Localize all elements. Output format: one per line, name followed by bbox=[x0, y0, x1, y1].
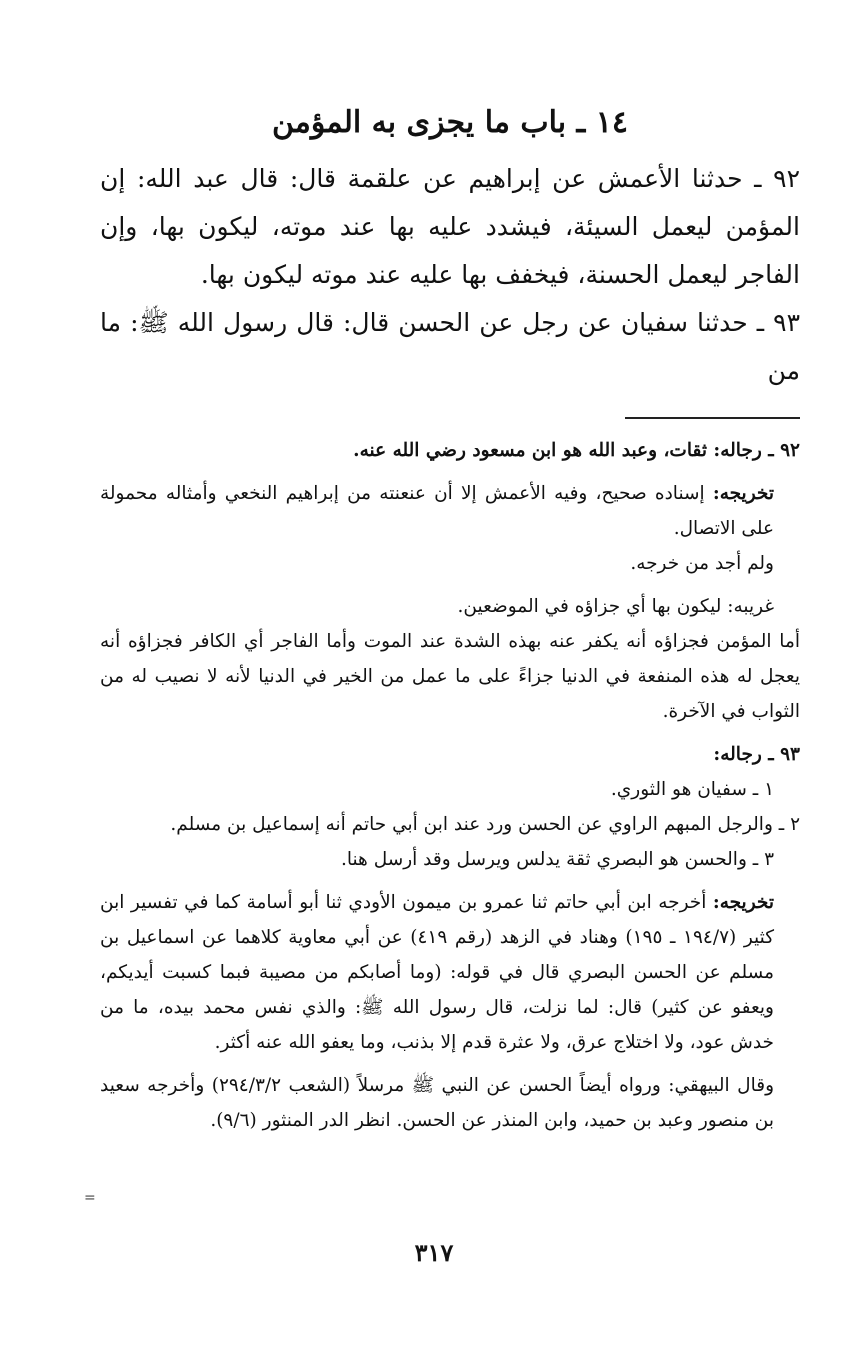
chapter-title: ١٤ ـ باب ما يجزى به المؤمن bbox=[271, 105, 629, 140]
note-93-rijal-3: ٣ ـ والحسن هو البصري ثقة يدلس ويرسل وقد أرسل هنا. bbox=[340, 849, 774, 870]
note-92-not-found: ولم أجد من خرجه. bbox=[630, 553, 774, 574]
note-92-takhrij-text: إسناده صحيح، وفيه الأعمش إلا أن عنعنته من إبراهيم النخعي وأمثاله محمولة على الاتصال. bbox=[100, 483, 774, 539]
note-93-bayhaqi: وقال البيهقي: ورواه أيضاً الحسن عن النبي ﷺ مرسلاً (الشعب ٢٩٤/٣/٢) وأخرجه سعيد بن منصور وعبد بن حميد، وابن المنذر عن الحسن. انظر الدر المنثور (٩/٦). bbox=[100, 1075, 774, 1131]
note-92-gharib-explanation: أما المؤمن فجزاؤه أنه يكفر عنه بهذه الشدة عند الموت وأما الفاجر أي الكافر فجزاؤه أنه يعجل له هذه المنفعة في الدنيا جزاءً على ما عمل من الخير في الدنيا لأنه لا نصيب له من الثواب في الآخرة. bbox=[100, 631, 800, 722]
hadith-93: ٩٣ ـ حدثنا سفيان عن رجل عن الحسن قال: قال رسول الله ﷺ: ما من bbox=[100, 308, 800, 385]
page-body bbox=[100, 100, 800, 1138]
page-number: ٣١٧ bbox=[414, 1238, 454, 1267]
footnote-separator bbox=[625, 417, 800, 419]
takhrij-label: تخريجه: bbox=[712, 892, 774, 913]
margin-mark: = bbox=[84, 1190, 96, 1206]
hadith-92: ٩٢ ـ حدثنا الأعمش عن إبراهيم عن علقمة قال: قال عبد الله: إن المؤمن ليعمل السيئة، فيشدد عليه بها عند موته، ليكون بها، وإن الفاجر ليعمل الحسنة، فيخفف بها عليه عند موته ليكون بها. bbox=[100, 164, 800, 289]
note-92-rijal: ٩٢ ـ رجاله: ثقات، وعبد الله هو ابن مسعود رضي الله عنه. bbox=[353, 440, 800, 461]
note-92-gharib-text: ليكون بها أي جزاؤه في الموضعين. bbox=[457, 596, 728, 617]
note-92-gharib bbox=[100, 589, 800, 624]
note-93-takhrij-text: أخرجه ابن أبي حاتم ثنا عمرو بن ميمون الأودي ثنا أبو أسامة كما في تفسير ابن كثير (١٩٤/٧ ـ ١٩٥) وهناد في الزهد (رقم ٤١٩) عن أبي معاوية كلاهما عن اسماعيل بن مسلم عن الحسن البصري قال في قوله: (وما أصابكم من مصيبة فبما كسبت أيديكم، ويعفو عن كثير) قال: لما نزلت، قال رسول الله ﷺ: والذي نفس محمد بيده، ما من خدش عود، ولا اختلاج عرق، ولا عثرة قدم إلا بذنب، وما يعفو الله عنه أكثر. bbox=[100, 892, 774, 1053]
main-text bbox=[100, 155, 800, 395]
note-93-rijal: ٩٣ ـ رجاله: bbox=[713, 744, 800, 765]
takhrij-label: تخريجه: bbox=[712, 483, 774, 504]
note-93-rijal-2: ٢ ـ والرجل المبهم الراوي عن الحسن ورد عند ابن أبي حاتم أنه إسماعيل بن مسلم. bbox=[170, 814, 800, 835]
gharib-label: غريبه: bbox=[727, 596, 774, 617]
note-93-rijal-1: ١ ـ سفيان هو الثوري. bbox=[610, 779, 774, 800]
note-93-takhrij bbox=[100, 885, 800, 1060]
footnotes bbox=[100, 433, 800, 1138]
note-92-takhrij bbox=[100, 476, 800, 546]
